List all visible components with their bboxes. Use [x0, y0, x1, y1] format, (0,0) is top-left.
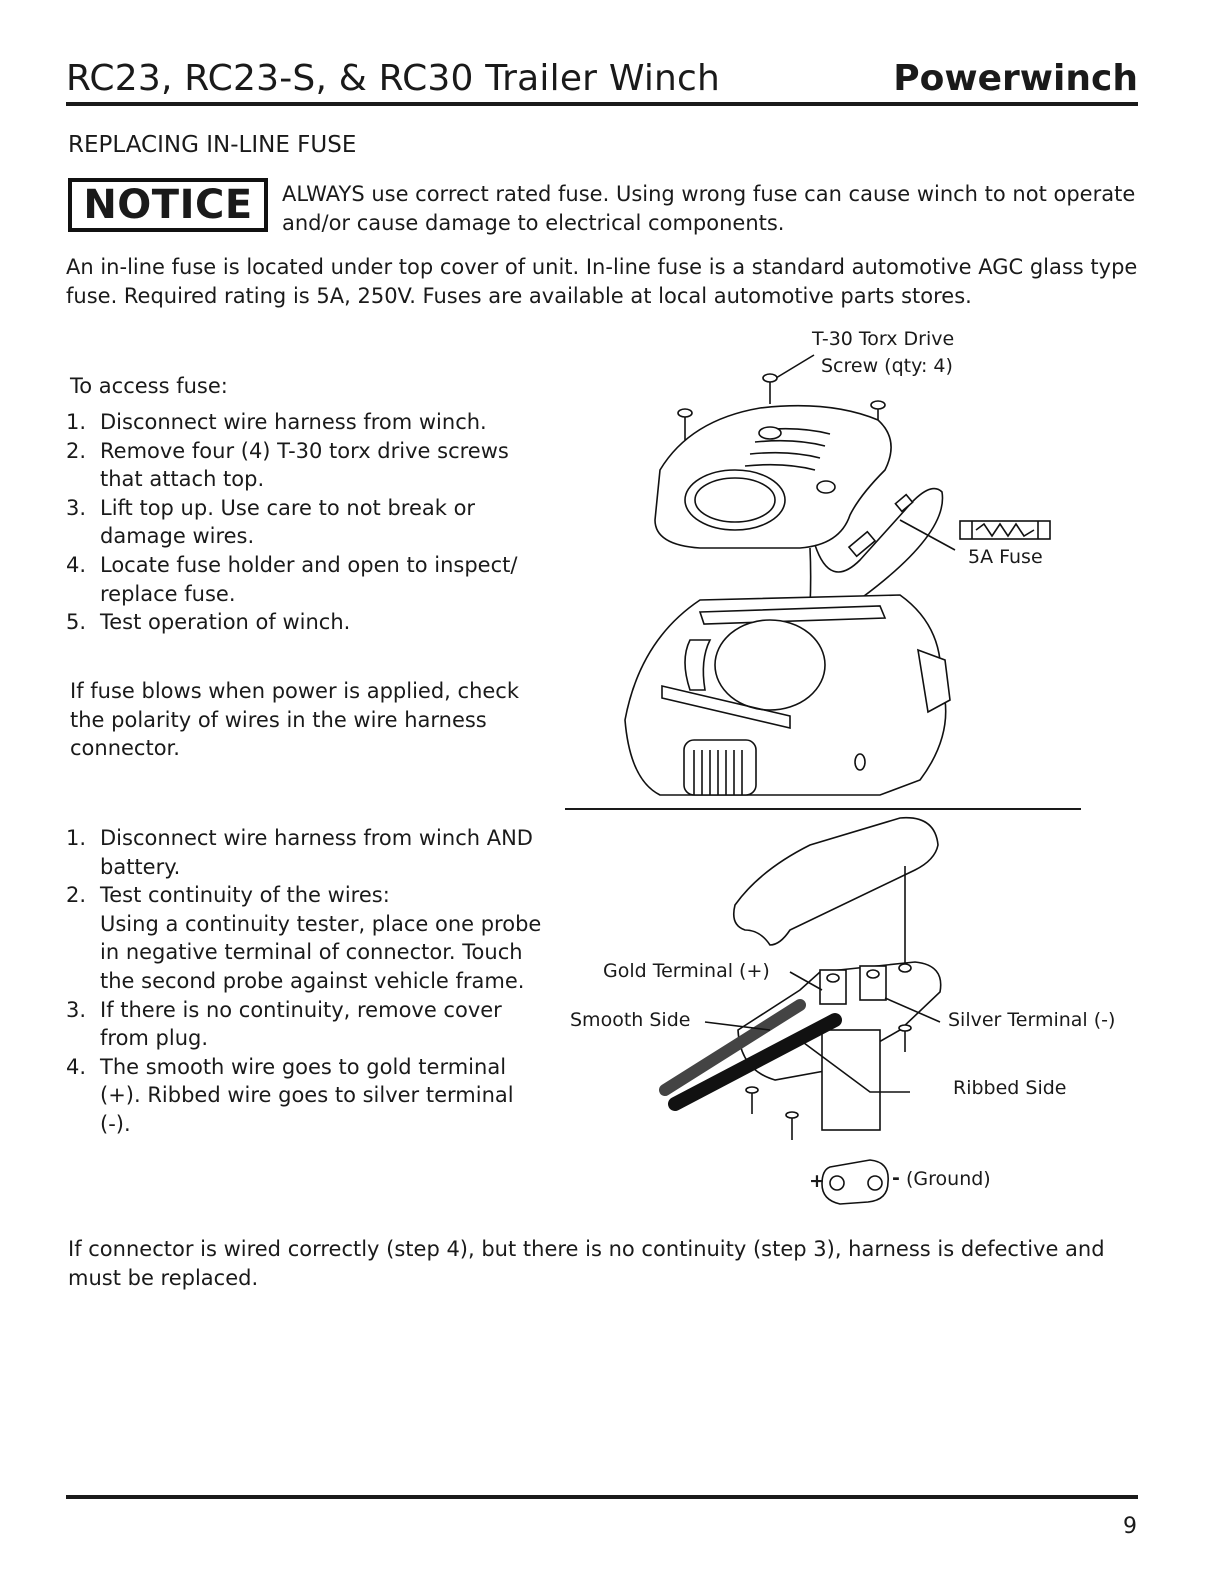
step-text: Lift top up. Use care to not break or damage wires. — [100, 495, 476, 549]
step-number: 2. — [66, 438, 87, 463]
plug-face-icon — [822, 1160, 888, 1204]
notice-label: NOTICE — [68, 178, 268, 232]
footer-rule — [66, 1495, 1138, 1499]
section-heading: REPLACING IN-LINE FUSE — [68, 132, 357, 158]
page-number: 9 — [1123, 1514, 1137, 1539]
screw-icon — [746, 1087, 758, 1114]
conclusion-paragraph: If connector is wired correctly (step 4), but there is no continuity (step 3), harness is defective and must be replaced. — [68, 1237, 1105, 1290]
screw-icon — [786, 1112, 798, 1140]
screw-icon — [899, 1025, 911, 1052]
step-number: 4. — [66, 552, 87, 577]
ground-label: (Ground) — [906, 1168, 991, 1190]
step-number: 1. — [66, 410, 87, 434]
step-text: Disconnect wire harness from winch. — [100, 410, 487, 434]
header-title: RC23, RC23-S, & RC30 Trailer Winch — [66, 58, 721, 99]
smooth-side-label: Smooth Side — [570, 1009, 691, 1031]
silver-terminal-label: Silver Terminal (-) — [948, 1009, 1116, 1031]
screw-label-line1: T-30 Torx Drive — [812, 328, 955, 350]
plug-cover-shape — [734, 818, 938, 945]
gold-terminal-icon — [820, 970, 846, 1004]
gold-terminal-label: Gold Terminal (+) — [603, 960, 770, 982]
minus-symbol: - — [892, 1167, 900, 1189]
fuse-label: 5A Fuse — [968, 546, 1043, 568]
access-heading: To access fuse: — [70, 374, 228, 398]
screw-label-line2: Screw (qty: 4) — [821, 355, 953, 377]
step-number: 2. — [66, 883, 87, 908]
step-number: 3. — [66, 997, 87, 1022]
plus-symbol: + — [809, 1170, 825, 1192]
ribbed-side-label: Ribbed Side — [953, 1077, 1067, 1099]
step-number: 1. — [66, 826, 87, 850]
step-number: 5. — [66, 610, 87, 635]
step-text: Test continuity of the wires: — [100, 883, 390, 908]
header-brand: Powerwinch — [893, 58, 1138, 99]
step-text: The smooth wire goes to gold terminal (+). Ribbed wire goes to silver terminal (-). — [100, 1054, 514, 1136]
step-text: Locate fuse holder and open to inspect/ replace fuse. — [100, 552, 518, 606]
blow-note: If fuse blows when power is applied, check the polarity of wires in the wire harness connector. — [70, 679, 520, 761]
step-text: Test operation of winch. — [100, 610, 351, 635]
step-subtext: Using a continuity tester, place one probe in negative terminal of connector. Touch the second probe against vehicle frame. — [100, 911, 542, 993]
step-text: If there is no continuity, remove cover from plug. — [100, 997, 502, 1051]
silver-terminal-icon — [860, 966, 886, 1000]
step-text: Disconnect wire harness from winch AND battery. — [100, 826, 533, 879]
notice-text: ALWAYS use correct rated fuse. Using wrong fuse can cause winch to not operate and/or cause damage to electrical components. — [282, 182, 1136, 235]
step-number: 4. — [66, 1054, 87, 1079]
step-number: 3. — [66, 495, 87, 520]
step-text: Remove four (4) T-30 torx drive screws that attach top. — [100, 438, 509, 492]
intro-paragraph: An in-line fuse is located under top cover of unit. In-line fuse is a standard automotive AGC glass type fuse. Required rating is 5A, 250V. Fuses are available at local automotive parts stores. — [66, 255, 1138, 308]
